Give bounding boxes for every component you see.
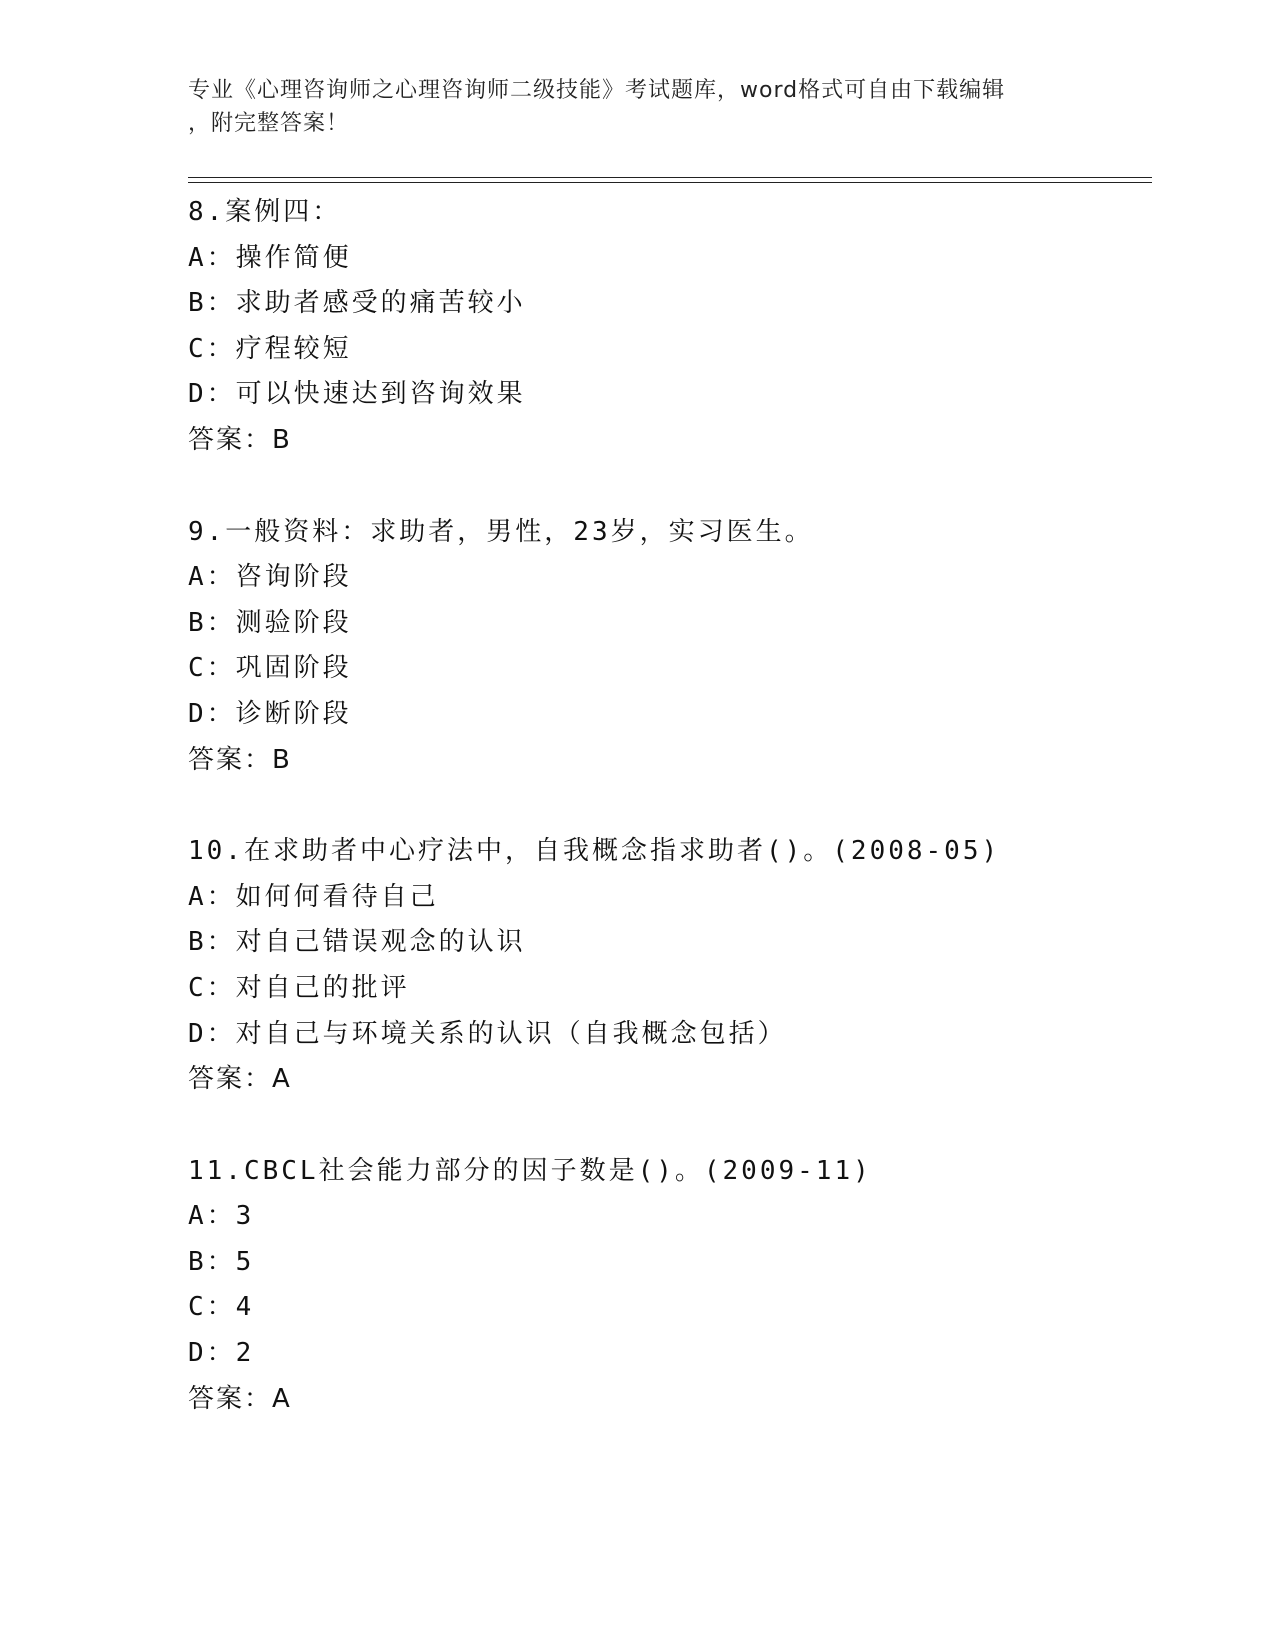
- header-divider-bottom: [188, 182, 1152, 183]
- question-list: [188, 190, 1148, 1468]
- option-d: D：诊断阶段: [188, 698, 352, 729]
- option-d: D：可以快速达到咨询效果: [188, 379, 526, 410]
- option-c: C：对自己的批评: [188, 972, 410, 1003]
- option-b: B：求助者感受的痛苦较小: [188, 288, 526, 319]
- answer-line: 答案：B: [188, 424, 292, 455]
- option-b: B：5: [188, 1246, 255, 1277]
- option-a: A：咨询阶段: [188, 562, 352, 593]
- question-stem: 8.案例四：: [188, 197, 342, 227]
- document-header: [188, 74, 1088, 140]
- answer-line: 答案：A: [188, 1064, 292, 1095]
- question-11: [188, 1149, 1148, 1423]
- question-9: [188, 510, 1148, 784]
- option-a: A：操作简便: [188, 242, 352, 273]
- question-stem: 10.在求助者中心疗法中，自我概念指求助者()。(2008-05): [188, 836, 1001, 867]
- option-a: A：3: [188, 1201, 255, 1232]
- answer-line: 答案：B: [188, 744, 292, 775]
- header-line-1: 专业《心理咨询师之心理咨询师二级技能》考试题库，word格式可自由下载编辑: [188, 78, 1006, 103]
- option-c: C：疗程较短: [188, 333, 352, 364]
- option-b: B：对自己错误观念的认识: [188, 927, 526, 958]
- option-d: D：对自己与环境关系的认识（自我概念包括）: [188, 1018, 787, 1049]
- header-divider-top: [188, 177, 1152, 178]
- option-c: C：4: [188, 1292, 255, 1323]
- answer-line: 答案：A: [188, 1383, 292, 1414]
- header-line-2: ，附完整答案！: [188, 111, 350, 136]
- question-stem: 9.一般资料：求助者，男性，23岁，实习医生。: [188, 516, 814, 547]
- option-b: B：测验阶段: [188, 607, 352, 638]
- option-d: D：2: [188, 1338, 255, 1369]
- question-8: [188, 190, 1148, 464]
- option-c: C：巩固阶段: [188, 653, 352, 684]
- question-stem: 11.CBCL社会能力部分的因子数是()。(2009-11): [188, 1155, 872, 1186]
- question-10: [188, 829, 1148, 1103]
- option-a: A：如何何看待自己: [188, 881, 439, 912]
